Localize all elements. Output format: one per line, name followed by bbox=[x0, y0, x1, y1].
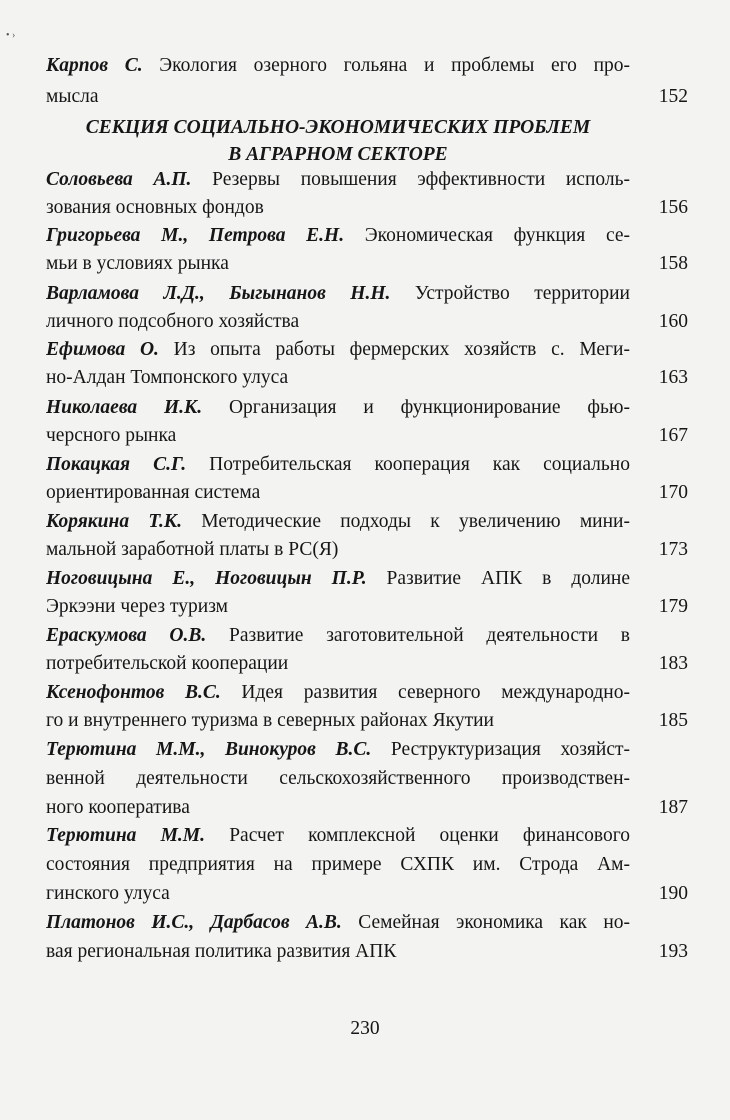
toc-entry-line: потребительской кооперации bbox=[46, 653, 289, 674]
toc-page-number: 156 bbox=[658, 197, 688, 218]
toc-entry-line: мьи в условиях рынка bbox=[46, 253, 229, 274]
toc-entry-line bbox=[46, 166, 630, 195]
toc-title: Семейная экономика как но- bbox=[341, 912, 630, 933]
toc-page-number: 190 bbox=[658, 883, 688, 904]
toc-entry-line: Эркээни через туризм bbox=[46, 596, 228, 617]
toc-entry-line bbox=[46, 679, 630, 708]
toc-page-number: 170 bbox=[658, 482, 688, 503]
toc-author: Корякина Т.К. bbox=[46, 511, 182, 532]
toc-entry-line bbox=[46, 508, 630, 537]
toc-page-number: 158 bbox=[658, 253, 688, 274]
toc-page-number: 183 bbox=[658, 653, 688, 674]
toc-author: Терютина М.М., Винокуров В.С. bbox=[46, 739, 372, 760]
toc-author: Ксенофонтов В.С. bbox=[46, 682, 221, 703]
toc-page-number: 163 bbox=[658, 367, 688, 388]
toc-entry-line: но-Алдан Томпонского улуса bbox=[46, 367, 289, 388]
toc-author: Покацкая С.Г. bbox=[46, 454, 187, 475]
toc-entry-line: состояния предприятия на примере СХПК им. Строда Ам- bbox=[46, 854, 630, 875]
corner-mark: • › bbox=[6, 30, 16, 41]
toc-author: Ераскумова О.В. bbox=[46, 625, 207, 646]
toc-title: Методические подходы к увеличению мини- bbox=[182, 511, 630, 532]
toc-entry-line bbox=[46, 280, 630, 309]
toc-entry-line: зования основных фондов bbox=[46, 197, 264, 218]
toc-page-number: 185 bbox=[658, 710, 688, 731]
toc-author: Варламова Л.Д., Быгынанов Н.Н. bbox=[46, 283, 391, 304]
toc-title: Расчет комплексной оценки финансового bbox=[205, 825, 630, 846]
toc-entry-line: го и внутреннего туризма в северных районах Якутии bbox=[46, 710, 494, 731]
toc-title: Из опыта работы фермерских хозяйств с. Меги- bbox=[158, 339, 630, 360]
toc-page-number: 167 bbox=[658, 425, 688, 446]
toc-title: Резервы повышения эффективности исполь- bbox=[191, 169, 630, 190]
toc-author: Соловьева А.П. bbox=[46, 169, 192, 190]
toc-author: Терютина М.М. bbox=[46, 825, 206, 846]
toc-entry-line bbox=[46, 336, 630, 365]
toc-title: Реструктуризация хозяйст- bbox=[371, 739, 630, 760]
toc-entry-line bbox=[46, 909, 630, 938]
toc-author: Николаева И.К. bbox=[46, 397, 203, 418]
toc-entry-line bbox=[46, 622, 630, 651]
toc-entry-line bbox=[46, 52, 630, 81]
toc-title: Развитие АПК в долине bbox=[366, 568, 630, 589]
toc-page-number: 193 bbox=[658, 941, 688, 962]
toc-title: Идея развития северного международно- bbox=[220, 682, 630, 703]
section-heading: СЕКЦИЯ СОЦИАЛЬНО-ЭКОНОМИЧЕСКИХ ПРОБЛЕМ bbox=[85, 117, 591, 138]
toc-title: Экология озерного гольяна и проблемы его про- bbox=[142, 55, 630, 76]
toc-entry-line: ориентированная система bbox=[46, 482, 261, 503]
toc-entry-line: мысла bbox=[46, 86, 99, 107]
toc-title: Развитие заготовительной деятельности в bbox=[206, 625, 630, 646]
toc-entry-line bbox=[46, 736, 630, 765]
toc-author: Карпов С. bbox=[46, 55, 143, 76]
section-heading: В АГРАРНОМ СЕКТОРЕ bbox=[228, 144, 448, 165]
toc-entry-line bbox=[46, 565, 630, 594]
toc-page-number: 179 bbox=[658, 596, 688, 617]
toc-entry-line bbox=[46, 822, 630, 851]
toc-title: Потребительская кооперация как социально bbox=[186, 454, 630, 475]
toc-entry-line bbox=[46, 394, 630, 423]
toc-author: Ефимова О. bbox=[46, 339, 159, 360]
toc-page-number: 187 bbox=[658, 797, 688, 818]
toc-entry-line: ного кооператива bbox=[46, 797, 190, 818]
toc-entry-line: вая региональная политика развития АПК bbox=[46, 941, 397, 962]
toc-title: Устройство территории bbox=[390, 283, 630, 304]
toc-page-number: 173 bbox=[658, 539, 688, 560]
toc-entry-line bbox=[46, 222, 630, 251]
toc-title: Экономическая функция се- bbox=[344, 225, 630, 246]
toc-page-number: 152 bbox=[658, 86, 688, 107]
toc-entry-line: черсного рынка bbox=[46, 425, 177, 446]
toc-entry-line: личного подсобного хозяйства bbox=[46, 311, 300, 332]
toc-entry-line: венной деятельности сельскохозяйственного производствен- bbox=[46, 768, 630, 789]
toc-title: Организация и функционирование фью- bbox=[202, 397, 630, 418]
toc-author: Ноговицына Е., Ноговицын П.Р. bbox=[46, 568, 367, 589]
toc-entry-line bbox=[46, 451, 630, 480]
page-number: 230 bbox=[350, 1018, 380, 1039]
toc-entry-line: мальной заработной платы в РС(Я) bbox=[46, 539, 339, 560]
toc-author: Платонов И.С., Дарбасов А.В. bbox=[46, 912, 342, 933]
toc-page-number: 160 bbox=[658, 311, 688, 332]
toc-author: Григорьева М., Петрова Е.Н. bbox=[46, 225, 345, 246]
toc-entry-line: гинского улуса bbox=[46, 883, 170, 904]
